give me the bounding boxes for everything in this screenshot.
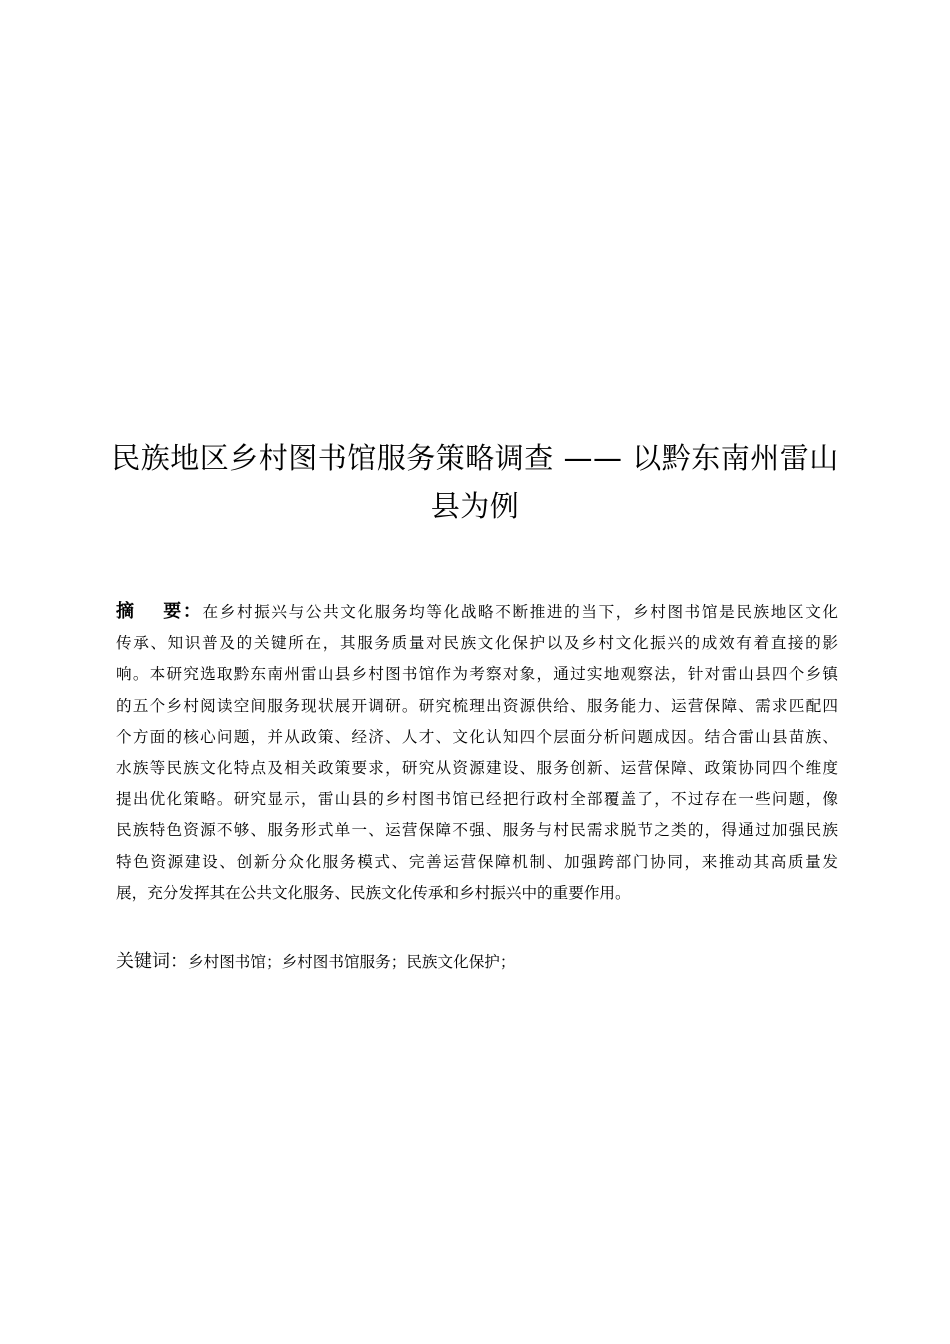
abstract-label-char-1: 摘 xyxy=(116,601,136,622)
abstract-text-line-4: 的五个乡村阅读空间服务现状展开调研。研究梳理出资源供给、服务能力、运营保障、需求匹配四 xyxy=(116,696,838,715)
abstract-text-line-9: 特色资源建设、创新分众化服务模式、完善运营保障机制、加强跨部门协同，来推动其高质量发 xyxy=(116,852,838,871)
keywords-label: 关键词： xyxy=(116,951,188,972)
title-line-2: 县为例 xyxy=(430,489,520,523)
abstract-text-line-7: 提出优化策略。研究显示，雷山县的乡村图书馆已经把行政村全部覆盖了，不过存在一些问题，像 xyxy=(116,790,838,809)
abstract-text-line-10: 展，充分发挥其在公共文化服务、民族文化传承和乡村振兴中的重要作用。 xyxy=(116,883,631,902)
abstract-label-char-2: 要： xyxy=(161,601,203,622)
abstract-text-line-1: 在乡村振兴与公共文化服务均等化战略不断推进的当下，乡村图书馆是民族地区文化 xyxy=(202,603,839,621)
abstract-text-line-5: 个方面的核心问题，并从政策、经济、人才、文化认知四个层面分析问题成因。结合雷山县苗族、 xyxy=(116,727,838,746)
abstract-line xyxy=(116,596,838,628)
abstract-label xyxy=(116,601,203,622)
abstract-text-line-6: 水族等民族文化特点及相关政策要求，研究从资源建设、服务创新、运营保障、政策协同四个维度 xyxy=(116,759,838,778)
title-line-1: 民族地区乡村图书馆服务策略调查 —— 以黔东南州雷山 xyxy=(111,441,839,475)
abstract-section xyxy=(116,596,838,909)
abstract-text-line-8: 民族特色资源不够、服务形式单一、运营保障不强、服务与村民需求脱节之类的，得通过加强民族 xyxy=(116,821,838,840)
abstract-text-line-2: 传承、知识普及的关键所在，其服务质量对民族文化保护以及乡村文化振兴的成效有着直接的影 xyxy=(116,634,838,653)
document-title xyxy=(100,434,850,530)
keywords-section xyxy=(116,946,838,978)
abstract-text-line-3: 响。本研究选取黔东南州雷山县乡村图书馆作为考察对象，通过实地观察法，针对雷山县四个乡镇 xyxy=(116,665,838,684)
keywords-text: 乡村图书馆；乡村图书馆服务；民族文化保护； xyxy=(188,953,516,971)
